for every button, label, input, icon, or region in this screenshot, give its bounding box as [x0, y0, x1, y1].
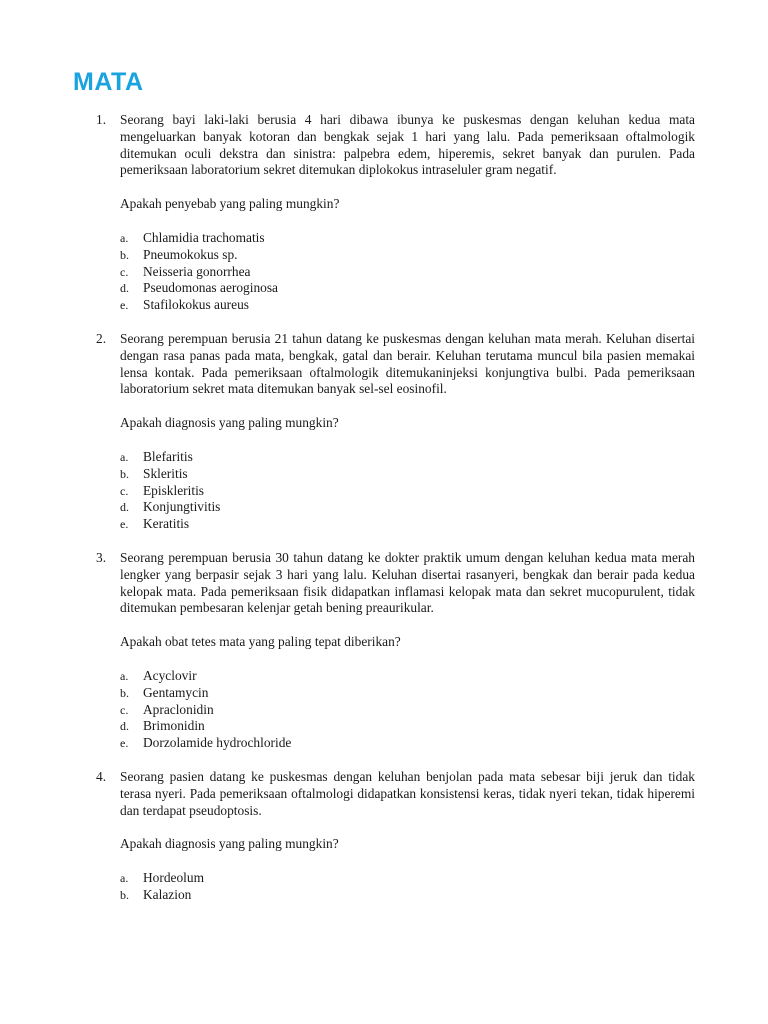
option-letter: e.: [120, 517, 129, 532]
option-list: [120, 449, 695, 533]
question-list: [0, 112, 768, 921]
option-text: Gentamycin: [143, 684, 209, 700]
option-letter: b.: [120, 247, 129, 262]
option-letter: d.: [120, 719, 129, 734]
option-d: [120, 718, 695, 735]
option-letter: e.: [120, 298, 129, 313]
option-text: Stafilokokus aureus: [143, 297, 249, 313]
option-text: Konjungtivitis: [143, 499, 221, 515]
question-number: 1.: [96, 112, 107, 127]
question-stem: Seorang bayi laki-laki berusia 4 hari dibawa ibunya ke puskesmas dengan keluhan kedua mata mengeluarkan banyak kotoran dan bengkak sejak 1 hari yang lalu. Pada pemeriksaan oftalmologik ditemukan oculi dekstra dan sinistra: palpebra edem, hiperemis, sekret banyak dan purulen. Pada pemeriksaan laboratorium sekret ditemukan diplokokus intraseluler gram negatif.: [120, 112, 695, 178]
option-letter: d.: [120, 500, 129, 515]
option-a: [120, 668, 695, 685]
option-text: Skleritis: [143, 465, 188, 481]
option-a: [120, 230, 695, 247]
option-e: [120, 516, 695, 533]
question-3: [0, 550, 768, 752]
option-letter: a.: [120, 449, 129, 464]
option-text: Pneumokokus sp.: [143, 246, 238, 262]
option-text: Dorzolamide hydrochloride: [143, 735, 292, 751]
option-a: [120, 870, 695, 887]
question-body: [120, 331, 695, 533]
option-b: [120, 247, 695, 264]
option-letter: b.: [120, 685, 129, 700]
question-prompt: Apakah diagnosis yang paling mungkin?: [120, 415, 339, 431]
question-number: 2.: [96, 330, 107, 346]
option-letter: a.: [120, 668, 129, 683]
question-stem: Seorang perempuan berusia 30 tahun datang ke dokter praktik umum dengan keluhan kedua mata merah lengker yang berpasir sejak 3 hari yang lalu. Keluhan disertai rasanyeri, bengkak dan berair pada kedua kelopak mata. Pada pemeriksaan fisik didapatkan inflamasi kelopak mata dan sekret mucopurulent, tidak ditemukan pembesaran kelenjar getah bening preaurikular.: [120, 549, 695, 616]
option-letter: a.: [120, 230, 129, 245]
question-body: [120, 550, 695, 752]
option-c: [120, 264, 695, 281]
option-text: Pseudomonas aeroginosa: [143, 280, 278, 296]
option-text: Episkleritis: [143, 482, 204, 498]
question-body: [120, 769, 695, 904]
option-e: [120, 297, 695, 314]
option-letter: c.: [120, 264, 129, 279]
option-list: [120, 230, 695, 314]
option-text: Blefaritis: [143, 448, 193, 464]
question-stem: Seorang pasien datang ke puskesmas dengan keluhan benjolan pada mata sebesar biji jeruk dan tidak terasa nyeri. Pada pemeriksaan oftalmologi didapatkan konsistensi keras, tidak nyeri tekan, tidak hiperemi dan terdapat pseudoptosis.: [120, 768, 695, 818]
question-body: [120, 112, 695, 314]
option-letter: e.: [120, 736, 129, 751]
question-prompt: Apakah penyebab yang paling mungkin?: [120, 196, 340, 212]
option-e: [120, 735, 695, 752]
option-letter: b.: [120, 887, 129, 902]
question-number: 3.: [96, 549, 107, 565]
option-c: [120, 702, 695, 719]
option-text: Chlamidia trachomatis: [143, 229, 265, 245]
option-text: Neisseria gonorrhea: [143, 263, 251, 279]
option-b: [120, 887, 695, 904]
option-list: [120, 870, 695, 904]
question-prompt: Apakah obat tetes mata yang paling tepat diberikan?: [120, 634, 401, 650]
question-2: [0, 331, 768, 533]
option-letter: d.: [120, 281, 129, 296]
option-text: Keratitis: [143, 516, 190, 532]
option-b: [120, 685, 695, 702]
option-a: [120, 449, 695, 466]
option-letter: b.: [120, 466, 129, 481]
option-text: Hordeolum: [143, 870, 204, 886]
option-text: Apraclonidin: [143, 701, 214, 717]
option-b: [120, 466, 695, 483]
question-stem: Seorang perempuan berusia 21 tahun datang ke puskesmas dengan keluhan mata merah. Keluhan disertai dengan rasa panas pada mata, bengkak, gatal dan berair. Keluhan terutama muncul bila pasien memakai lensa kontak. Pada pemeriksaan oftalmologik ditemukaninjeksi konjungtiva bulbi. Pada pemeriksaan laboratorium sekret mata ditemukan banyak sel-sel eosinofil.: [120, 330, 695, 397]
option-d: [120, 499, 695, 516]
option-list: [120, 668, 695, 752]
question-number: 4.: [96, 768, 107, 784]
option-letter: c.: [120, 702, 129, 717]
option-c: [120, 483, 695, 500]
option-d: [120, 280, 695, 297]
option-letter: a.: [120, 871, 129, 886]
document-title: MATA: [73, 68, 144, 96]
question-4: [0, 769, 768, 904]
question-prompt: Apakah diagnosis yang paling mungkin?: [120, 836, 339, 852]
option-text: Brimonidin: [143, 718, 205, 734]
option-text: Kalazion: [143, 886, 192, 902]
option-letter: c.: [120, 483, 129, 498]
question-1: [0, 112, 768, 314]
option-text: Acyclovir: [143, 667, 197, 683]
